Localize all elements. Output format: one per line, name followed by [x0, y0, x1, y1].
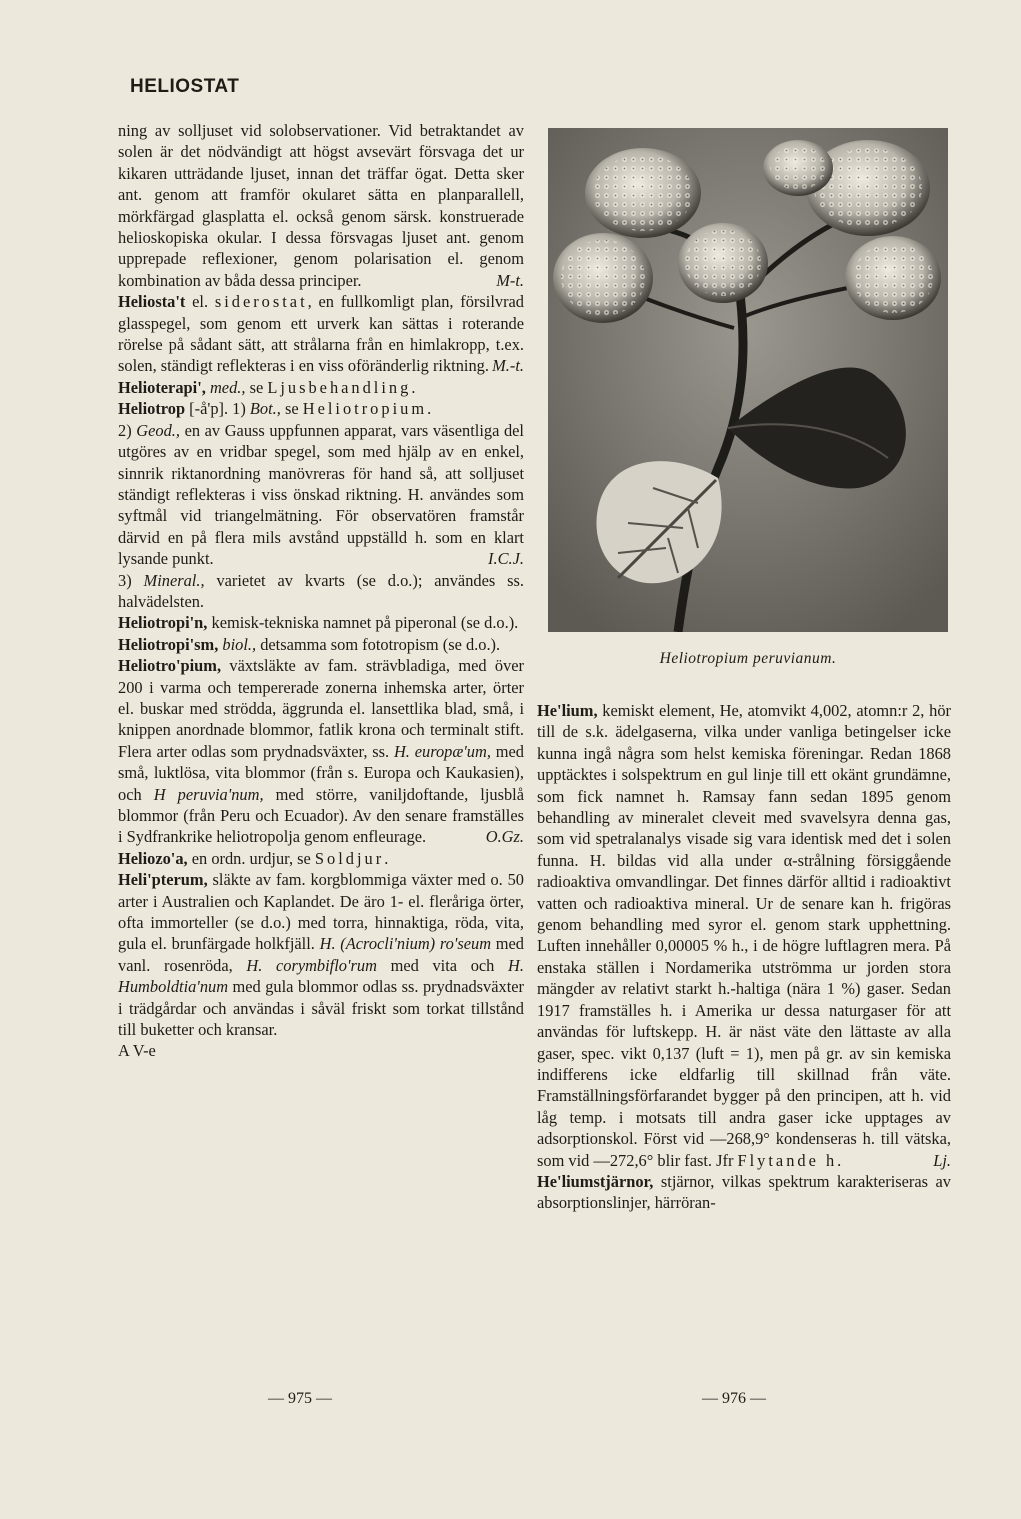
headword: He'lium, [537, 701, 598, 720]
entry-heliozoa: Heliozo'a, en ordn. urdjur, se Soldjur. [118, 848, 389, 868]
right-column [537, 700, 951, 1214]
cross-reference: Soldjur [314, 848, 385, 868]
entry-heliotropism: Heliotropi'sm, biol., detsamma som fototropism (se d.o.). [118, 634, 501, 654]
headword: He'liumstjärnor, [537, 1171, 654, 1191]
headword: Heliozo'a, [118, 848, 188, 868]
cross-reference: Heliotropium [302, 399, 428, 419]
headword: Heliosta't [118, 292, 186, 312]
entry-heliotropium: Heliotro'pium, växtsläkte av fam. strävbladiga, med över 200 i varma och tempererade zonerna inhemska arter, örter el. buskar med strödda, äggrunda el. lansettlika blad, små, i knippen anordnade blommor, fatlik krona och terminalt stift. Flera arter odlas som prydnadsväxter, ss. H. europæ'um, med små, luktlösa, vita blommor (från s. Europa och Kaukasien), och H peruvia'num, med större, vaniljdoftande, ljusblå blommor (från Peru och Ecuador). Av den senare framställes i Sydfrankrike heliotropolja genom enfleurage. O.Gz. [118, 656, 524, 847]
headword: Heliotro'pium, [118, 656, 222, 676]
entry-heliotropin: Heliotropi'n, kemisk-tekniska namnet på piperonal (se d.o.). [118, 613, 519, 633]
heliotrope-illustration [548, 128, 948, 632]
author-signature: M.-t. [492, 356, 524, 376]
entry-heliotrop-geod: 2) Geod., en av Gauss uppfunnen apparat, vars väsentliga del utgöres av en vridbar spegel, som med hjälp av en enkel, sinnrik riktanordning manövreras för hand så, att solljuset ständigt reflekteras i viss önskad riktning. H. användes som syftmål vid triangelmätning. För observatören framstår därvid en på flera mils avstånd uppställd h. som en klart lysande punkt. I.C.J. [118, 420, 524, 569]
entry-helium: He'lium, kemiskt element, He, atomvikt 4,002, atomn:r 2, hör till de s.k. ädelgaserna, vilka under vanliga betingelser icke kunna ingå några som helst kemiska föreningar. Redan 1868 upptäcktes i solspektrum en gul linje till ett okänt grundämne, som fick namnet h. Ramsay fann sedan 1895 genom behandling av mineralet cleveit med svavelsyra denna gas, som vid spetralanalys visade sig vara identisk med det i solen funna. H. bildas vid alla under α-strålning försiggående radioaktiva omvandlingar. Det finnes därför alltid i radioaktivt vatten och radioaktiva mineral. Ur de senare kan h. frigöras genom behandling med syror el. genom stark upphettning. Luften innehåller 0,00005 % h., i de högre luftlagren mera. På enstaka ställen i Nordamerika utströmma ur jorden stora mängder av relativt starkt h.-haltiga (nära 1 %) gaser. Sedan 1917 framställes h. i Amerika ur dessa naturgaser för att användas för luftskepp. H. är näst väte den lättaste av alla gaser, spec. vikt 0,137 (luft = 1), men på gr. av sin kemiska indifferens icke eldfarlig till skillnad från väte. Framställningsförfarandet bygger på den principen, att h. vid låg temp. i motsats till andra gaser icke upptages av adsorptionskol. Först vid —268,9° kondenseras h. till vätska, som vid —272,6° blir fast. Jfr Flytande h. Lj. [537, 701, 951, 1170]
entry-heliotrop: Heliotrop [-å'p]. 1) Bot., se Heliotropium. [118, 399, 432, 419]
entry-heliostat-continued: ning av solljuset vid solobservationer. Vid betraktandet av solen är det nödvändigt att högst avsevärt försvaga det ur kikaren utträdande ljuset, innan det träffar ögat. Detta sker ant. genom att framför okularet sätta en planparallell, mörkfärgad glasplatta el. också genom särsk. konstruerade helioskopiska okular. I dessa försvagas ljuset ant. genom upprepade reflexioner, genom polarisation el. genom kombination av båda dessa principer. M-t. [118, 121, 524, 290]
headword: Heliotropi'sm, [118, 634, 219, 654]
cross-reference: Ljusbehandling [267, 377, 412, 397]
cross-reference: Flytande h [737, 1150, 838, 1170]
author-signature: M-t. [496, 270, 524, 290]
figure-caption: Heliotropium peruvianum. [659, 650, 837, 667]
author-signature: Lj. [933, 1150, 951, 1170]
entry-heliumstjarnor: He'liumstjärnor, stjärnor, vilkas spektrum karakteriseras av absorptionslinjer, härröran- [537, 1171, 951, 1213]
entry-helioterapi: Helioterapi', med., se Ljusbehandling. [118, 377, 416, 397]
headword: Helioterapi', [118, 377, 206, 397]
left-column [118, 120, 524, 1062]
headword: Heliotropi'n, [118, 613, 208, 633]
running-header: HELIOSTAT [130, 76, 240, 97]
author-signature: I.C.J. [488, 549, 524, 569]
entry-heliotrop-mineral: 3) Mineral., varietet av kvarts (se d.o.); användes ss. halvädelsten. [118, 570, 524, 611]
entry-helipterum: Heli'pterum, släkte av fam. korgblommiga växter med o. 50 arter i Australien och Kaplandet. De äro 1- el. fleråriga örter, ofta immorteller (se d.o.) med torra, hinnaktiga, röda, vita, gula el. brunfärgade holkfjäll. H. (Acrocli'nium) ro'seum med vanl. rosenröda, H. corymbiflo'rum med vita och H. Humboldtia'num med gula blommor odlas ss. prydnadsväxter i trädgårdar och användas i såväl friskt som torkat tillstånd till buketter och kransar. [118, 870, 524, 1040]
author-signature: O.Gz. [485, 827, 524, 847]
author-signature: A V-e [118, 1041, 156, 1061]
headword: Heli'pterum, [118, 870, 208, 890]
page-number-left: — 975 — [268, 1390, 332, 1407]
page-number-right: — 976 — [702, 1390, 766, 1407]
headword: Heliotrop [118, 399, 186, 419]
entry-heliostat: Heliosta't el. siderostat, en fullkomligt plan, försilvrad glasspegel, som genom ett urverk kan sättas i roterande rörelse på sådant sätt, att strålarna från en himlakropp, t.ex. solen, ständigt reflekteras i en viss oföränderlig riktning. M.-t. [118, 292, 525, 376]
plant-photograph [548, 128, 948, 632]
